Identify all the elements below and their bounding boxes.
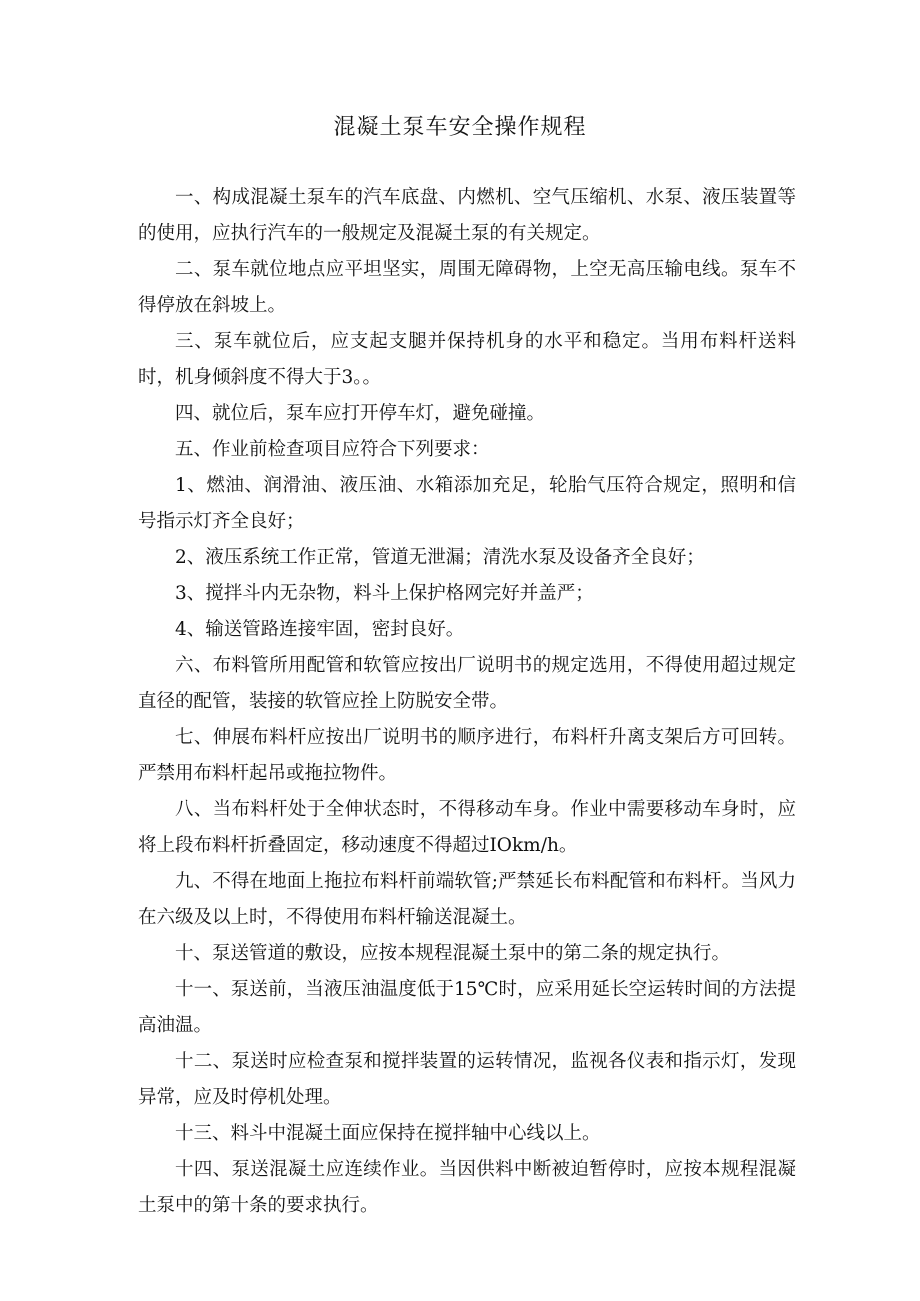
- paragraph-13: 十三、料斗中混凝土面应保持在搅拌轴中心线以上。: [175, 1123, 601, 1144]
- paragraph-1: 一、构成混凝土泵车的汽车底盘、内燃机、空气压缩机、水泵、液压装置等的使用，应执行汽车的一般规定及混凝土泵的有关规定。: [138, 187, 796, 244]
- paragraph-6: 六、布料管所用配管和软管应按出厂说明书的规定选用，不得使用超过规定直径的配管，装接的软管应拴上防脱安全带。: [138, 655, 796, 712]
- paragraph-11: 十一、泵送前，当液压油温度低于15℃时，应采用延长空运转时间的方法提高油温。: [138, 979, 796, 1036]
- paragraph-5: 五、作业前检查项目应符合下列要求：: [175, 439, 490, 460]
- paragraph-3: 三、泵车就位后，应支起支腿并保持机身的水平和稳定。当用布料杆送料时，机身倾斜度不得大于3。。: [138, 331, 796, 388]
- paragraph-4: 四、就位后，泵车应打开停车灯，避免碰撞。: [175, 403, 546, 424]
- document-title: 混凝土泵车安全操作规程: [333, 115, 587, 140]
- document-body: [138, 180, 796, 1224]
- paragraph-7: 七、伸展布料杆应按出厂说明书的顺序进行，布料杆升离支架后方可回转。严禁用布料杆起吊或拖拉物件。: [138, 727, 796, 784]
- paragraph-8: 八、当布料杆处于全伸状态时，不得移动车身。作业中需要移动车身时，应将上段布料杆折叠固定，移动速度不得超过IOkm/h。: [138, 799, 796, 856]
- paragraph-5-item-1: 1、燃油、润滑油、液压油、水箱添加充足，轮胎气压符合规定，照明和信号指示灯齐全良好；: [138, 475, 796, 532]
- paragraph-2: 二、泵车就位地点应平坦坚实，周围无障碍物，上空无高压输电线。泵车不得停放在斜坡上。: [138, 259, 796, 316]
- paragraph-5-item-2: 2、液压系统工作正常，管道无泄漏；清洗水泵及设备齐全良好；: [175, 547, 705, 568]
- paragraph-9: 九、不得在地面上拖拉布料杆前端软管;严禁延长布料配管和布料杆。当风力在六级及以上时，不得使用布料杆输送混凝土。: [138, 871, 796, 928]
- paragraph-12: 十二、泵送时应检查泵和搅拌装置的运转情况，监视各仪表和指示灯，发现异常，应及时停机处理。: [138, 1051, 796, 1108]
- paragraph-5-item-3: 3、搅拌斗内无杂物，料斗上保护格网完好并盖严；: [175, 583, 594, 604]
- paragraph-10: 十、泵送管道的敷设，应按本规程混凝土泵中的第二条的规定执行。: [175, 943, 731, 964]
- paragraph-14: 十四、泵送混凝土应连续作业。当因供料中断被迫暂停时，应按本规程混凝土泵中的第十条的要求执行。: [138, 1159, 796, 1216]
- paragraph-5-item-4: 4、输送管路连接牢固，密封良好。: [175, 619, 465, 640]
